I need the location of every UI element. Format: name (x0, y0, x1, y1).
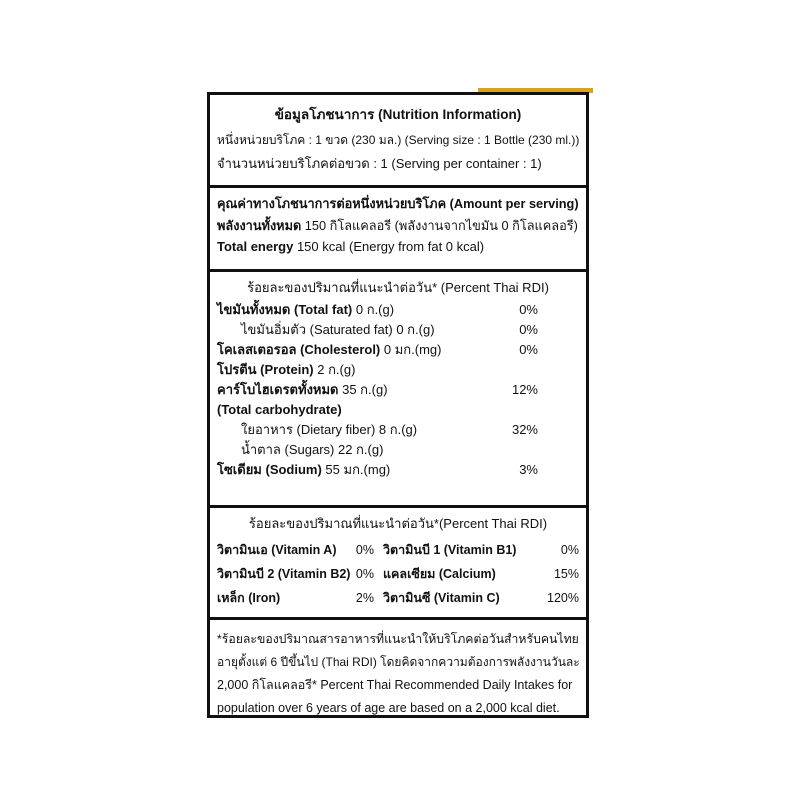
nutrient-amount: 0 มก.(mg) (380, 342, 442, 357)
nutrient-row-cholesterol (217, 340, 579, 360)
nutrient-label: โคเลสเตอรอล (Cholesterol) (217, 342, 381, 357)
nutrient-amount: 2 ก.(g) (313, 362, 356, 377)
nutrient-label: โซเดียม (Sodium) (217, 462, 322, 477)
vitamin-pct: 120% (547, 591, 579, 605)
vitamin-pct: 0% (560, 543, 579, 557)
energy-thai-value: 150 กิโลแคลอรี (พลังงานจากไขมัน 0 กิโลแคลอรี) (301, 218, 578, 233)
nutrient-label: ใยอาหาร (Dietary fiber) 8 ก.(g) (241, 422, 418, 437)
nutrient-amount: 55 มก.(mg) (321, 462, 391, 477)
nutrient-row-sugars (217, 440, 579, 460)
nutrient-row-carbohydrate-en: (Total carbohydrate) (217, 402, 342, 417)
nutrient-row-sodium (217, 460, 579, 480)
vitamin-row (217, 538, 579, 562)
energy-en-label: Total energy (217, 239, 294, 254)
footnote-section (210, 620, 586, 718)
nutrient-row-protein (217, 360, 579, 380)
vitamins-section (210, 508, 586, 620)
vitamin-row (217, 586, 579, 610)
amount-per-serving-heading: คุณค่าทางโภชนาการต่อหนึ่งหน่วยบริโภค (Amount per serving) (217, 196, 579, 211)
footnote-line: *ร้อยละของปริมาณสารอาหารที่แนะนำให้บริโภคต่อวันสำหรับคนไทย (217, 632, 579, 646)
energy-thai (217, 216, 579, 236)
nutrient-label: ไขมันอิ่มตัว (Saturated fat) 0 ก.(g) (241, 322, 435, 337)
nutrition-header-section (210, 95, 586, 188)
nutrient-row-carbohydrate (217, 380, 579, 400)
vitamins-rdi-heading: ร้อยละของปริมาณที่แนะนำต่อวัน*(Percent Thai RDI) (248, 516, 548, 531)
nutrient-label: คาร์โบไฮเดรตทั้งหมด (217, 382, 339, 397)
nutrient-label: น้ำตาล (Sugars) 22 ก.(g) (241, 442, 384, 457)
vitamin-name: วิตามินบี 2 (Vitamin B2) (217, 567, 351, 581)
servings-per-container: จำนวนหน่วยบริโภคต่อขวด : 1 (Serving per container : 1) (217, 156, 542, 171)
nutrient-pct: 32% (511, 422, 538, 437)
footnote-line: อายุตั้งแต่ 6 ปีขึ้นไป (Thai RDI) โดยคิดจากความต้องการพลังงานวันละ (217, 655, 580, 669)
nutrient-row-fiber (217, 420, 579, 440)
nutrient-pct: 0% (519, 302, 538, 317)
energy-en-value: 150 kcal (Energy from fat 0 kcal) (293, 239, 485, 254)
footnote-line: population over 6 years of age are based on a 2,000 kcal diet. (217, 701, 560, 715)
vitamin-pct: 2% (355, 591, 374, 605)
label-title: ข้อมูลโภชนาการ (Nutrition Information) (274, 107, 522, 122)
vitamin-name: วิตามินบี 1 (Vitamin B1) (383, 543, 517, 557)
energy-section (210, 188, 586, 272)
energy-thai-label: พลังงานทั้งหมด (217, 218, 302, 233)
nutrient-label: ไขมันทั้งหมด (Total fat) (217, 302, 353, 317)
energy-english (217, 237, 579, 257)
vitamin-name: วิตามินเอ (Vitamin A) (217, 543, 337, 557)
nutrient-amount: 0 ก.(g) (352, 302, 395, 317)
nutrition-label (207, 92, 589, 718)
vitamin-pct: 15% (553, 567, 579, 581)
footnote-line: 2,000 กิโลแคลอรี* Percent Thai Recommended Daily Intakes for (217, 678, 573, 692)
nutrient-row-total-fat (217, 300, 579, 320)
nutrient-pct: 3% (519, 462, 538, 477)
nutrient-pct: 0% (519, 342, 538, 357)
vitamin-pct: 0% (355, 543, 374, 557)
serving-size: หนึ่งหน่วยบริโภค : 1 ขวด (230 มล.) (Serving size : 1 Bottle (230 ml.)) (217, 133, 579, 147)
nutrient-pct: 0% (519, 322, 538, 337)
vitamin-name: แคลเซียม (Calcium) (383, 567, 496, 581)
nutrients-section (210, 272, 586, 508)
nutrient-label: โปรตีน (Protein) (217, 362, 314, 377)
vitamin-pct: 0% (355, 567, 374, 581)
nutrient-row-saturated-fat (217, 320, 579, 340)
vitamin-row (217, 562, 579, 586)
nutrient-amount: 35 ก.(g) (338, 382, 388, 397)
vitamin-name: เหล็ก (Iron) (217, 591, 281, 605)
nutrient-pct: 12% (511, 382, 538, 397)
vitamin-name: วิตามินซี (Vitamin C) (383, 591, 500, 605)
rdi-heading: ร้อยละของปริมาณที่แนะนำต่อวัน* (Percent Thai RDI) (247, 280, 549, 295)
